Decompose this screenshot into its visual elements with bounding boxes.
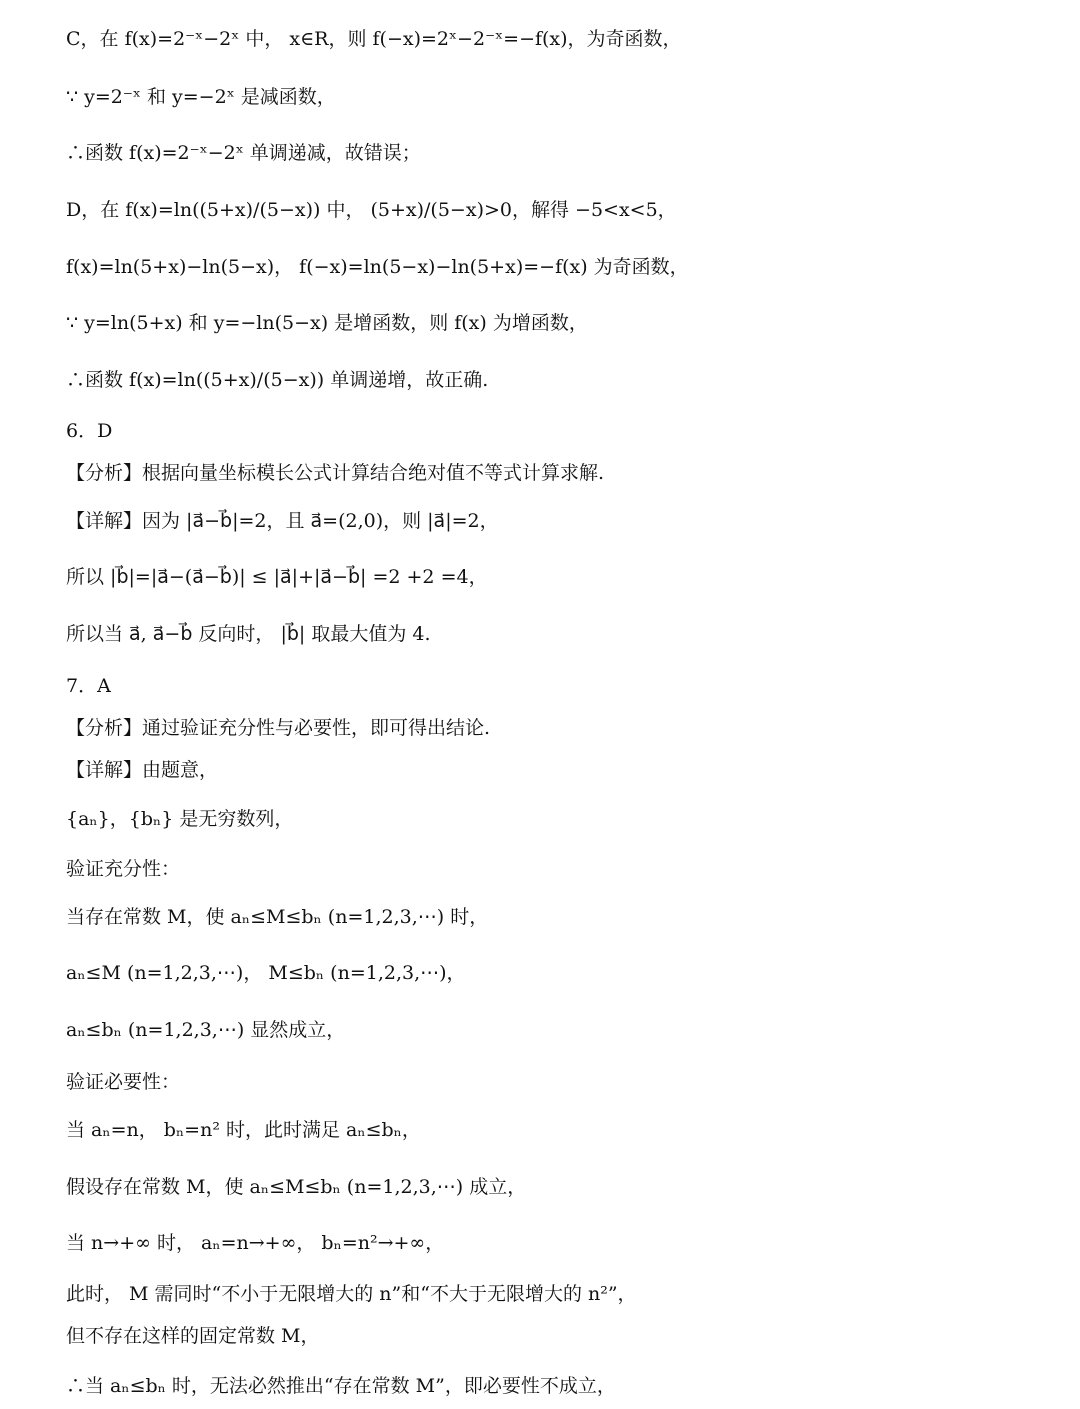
analysis-line: 【分析】根据向量坐标模长公式计算结合绝对值不等式计算求解. xyxy=(66,462,605,484)
text-line: aₙ≤M (n=1,2,3,⋯)， M≤bₙ (n=1,2,3,⋯)， xyxy=(66,962,466,984)
question-number: 7．A xyxy=(66,675,111,697)
text-line: D，在 f(x)=ln((5+x)/(5−x)) 中， (5+x)/(5−x)>0，解得 −5<x<5， xyxy=(66,199,677,221)
text-line: 当存在常数 M，使 aₙ≤M≤bₙ (n=1,2,3,⋯) 时， xyxy=(66,906,489,928)
text-line: 此时， M 需同时“不小于无限增大的 n”和“不大于无限增大的 n²”， xyxy=(66,1283,637,1305)
text-line: 当 aₙ=n， bₙ=n² 时，此时满足 aₙ≤bₙ， xyxy=(66,1119,421,1141)
text-line: 验证充分性： xyxy=(66,858,181,880)
text-line: 假设存在常数 M，使 aₙ≤M≤bₙ (n=1,2,3,⋯) 成立， xyxy=(66,1176,527,1198)
text-line: 但不存在这样的固定常数 M， xyxy=(66,1325,320,1347)
text-line: 验证必要性： xyxy=(66,1071,181,1093)
text-line: ∴当 aₙ≤bₙ 时，无法必然推出“存在常数 M”，即必要性不成立， xyxy=(66,1375,616,1397)
text-line: 【详解】因为 |a⃗−b⃗|=2，且 a⃗=(2,0)，则 |a⃗|=2， xyxy=(66,510,499,532)
text-line: C，在 f(x)=2⁻ˣ−2ˣ 中， x∈R，则 f(−x)=2ˣ−2⁻ˣ=−f(x)，为奇函数， xyxy=(66,28,682,50)
text-line: 所以当 a⃗, a⃗−b⃗ 反向时， |b⃗| 取最大值为 4. xyxy=(66,623,431,645)
text-line: ∵ y=ln(5+x) 和 y=−ln(5−x) 是增函数，则 f(x) 为增函数， xyxy=(66,312,588,334)
text-line: ∴函数 f(x)=2⁻ˣ−2ˣ 单调递减，故错误； xyxy=(66,142,421,164)
text-line: aₙ≤bₙ (n=1,2,3,⋯) 显然成立， xyxy=(66,1019,346,1041)
text-line: ∴函数 f(x)=ln((5+x)/(5−x)) 单调递增，故正确. xyxy=(66,369,489,391)
question-number: 6．D xyxy=(66,420,113,442)
text-line: ∵ y=2⁻ˣ 和 y=−2ˣ 是减函数， xyxy=(66,86,336,108)
text-line: {aₙ}，{bₙ} 是无穷数列， xyxy=(66,808,294,830)
text-line: 当 n→+∞ 时， aₙ=n→+∞， bₙ=n²→+∞， xyxy=(66,1232,445,1254)
text-line: 【详解】由题意， xyxy=(66,759,219,781)
analysis-line: 【分析】通过验证充分性与必要性，即可得出结论. xyxy=(66,717,491,739)
text-line: 所以 |b⃗|=|a⃗−(a⃗−b⃗)| ≤ |a⃗|+|a⃗−b⃗| =2 +2 =4， xyxy=(66,566,488,588)
text-line: f(x)=ln(5+x)−ln(5−x)， f(−x)=ln(5−x)−ln(5+x)=−f(x) 为奇函数， xyxy=(66,256,689,278)
